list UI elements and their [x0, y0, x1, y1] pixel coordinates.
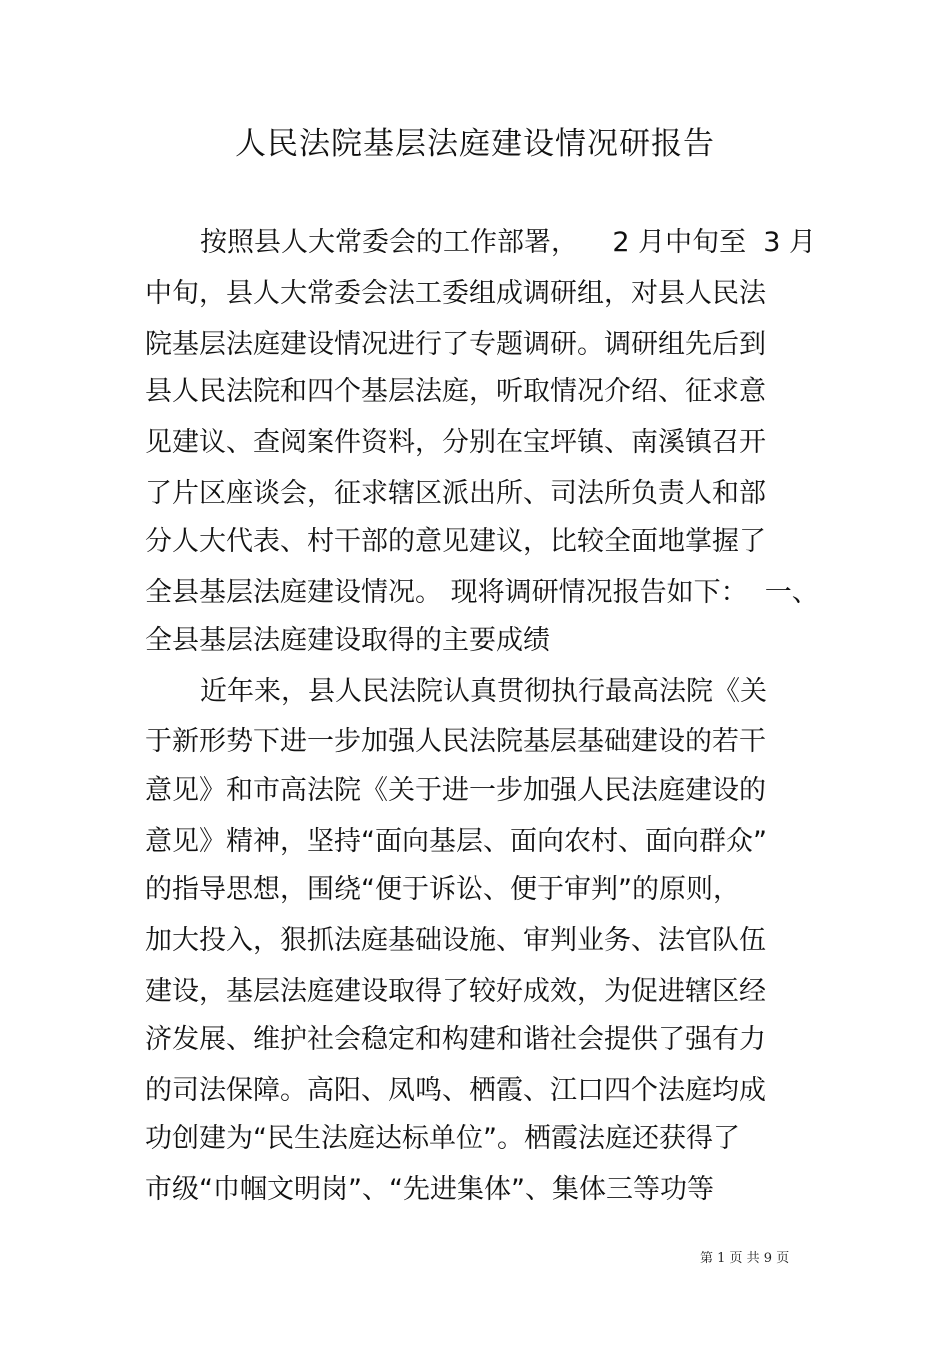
body-line-9: 全县基层法庭建设取得的主要成绩 — [145, 625, 550, 656]
body-line-3: 院基层法庭建设情况进行了专题调研。调研组先后到 — [145, 329, 766, 360]
body-line-14: 的指导思想，围绕“便于诉讼、便于审判”的原则， — [145, 874, 740, 905]
body-line-15: 加大投入，狠抓法庭基础设施、审判业务、法官队伍 — [145, 925, 766, 956]
body-line-2: 中旬，县人大常委会法工委组成调研组，对县人民法 — [145, 278, 766, 309]
body-line-11: 于新形势下进一步加强人民法院基层基础建设的若干 — [145, 726, 766, 757]
page-number-footer: 第 1 页 共 9 页 — [700, 1251, 790, 1266]
body-line-19: 功创建为“民生法庭达标单位”。栖霞法庭还获得了 — [145, 1123, 740, 1154]
document-title: 人民法院基层法庭建设情况研报告 — [235, 126, 715, 162]
body-line-16: 建设，基层法庭建设取得了较好成效，为促进辖区经 — [145, 976, 766, 1007]
body-line-12: 意见》和市高法院《关于进一步加强人民法庭建设的 — [145, 775, 766, 806]
body-line-4: 县人民法院和四个基层法庭，听取情况介绍、征求意 — [145, 376, 766, 407]
body-line-5: 见建议、查阅案件资料，分别在宝坪镇、南溪镇召开 — [145, 427, 766, 458]
body-line-20: 市级“巾帼文明岗”、“先进集体”、集体三等功等 — [145, 1174, 714, 1205]
body-line-6: 了片区座谈会，征求辖区派出所、司法所负责人和部 — [145, 478, 766, 509]
body-line-18: 的司法保障。高阳、凤鸣、栖霞、江口四个法庭均成 — [145, 1075, 766, 1106]
body-line-1: 按照县人大常委会的工作部署， 2 月中旬至 3 月 — [200, 227, 817, 258]
body-line-7: 分人大代表、村干部的意见建议，比较全面地掌握了 — [145, 526, 766, 557]
body-line-8: 全县基层法庭建设情况。 现将调研情况报告如下： 一、 — [145, 577, 819, 608]
body-line-17: 济发展、维护社会稳定和构建和谐社会提供了强有力 — [145, 1024, 766, 1055]
body-line-13: 意见》精神，坚持“面向基层、面向农村、面向群众” — [145, 826, 767, 857]
body-line-10: 近年来，县人民法院认真贯彻执行最高法院《关 — [200, 676, 767, 707]
